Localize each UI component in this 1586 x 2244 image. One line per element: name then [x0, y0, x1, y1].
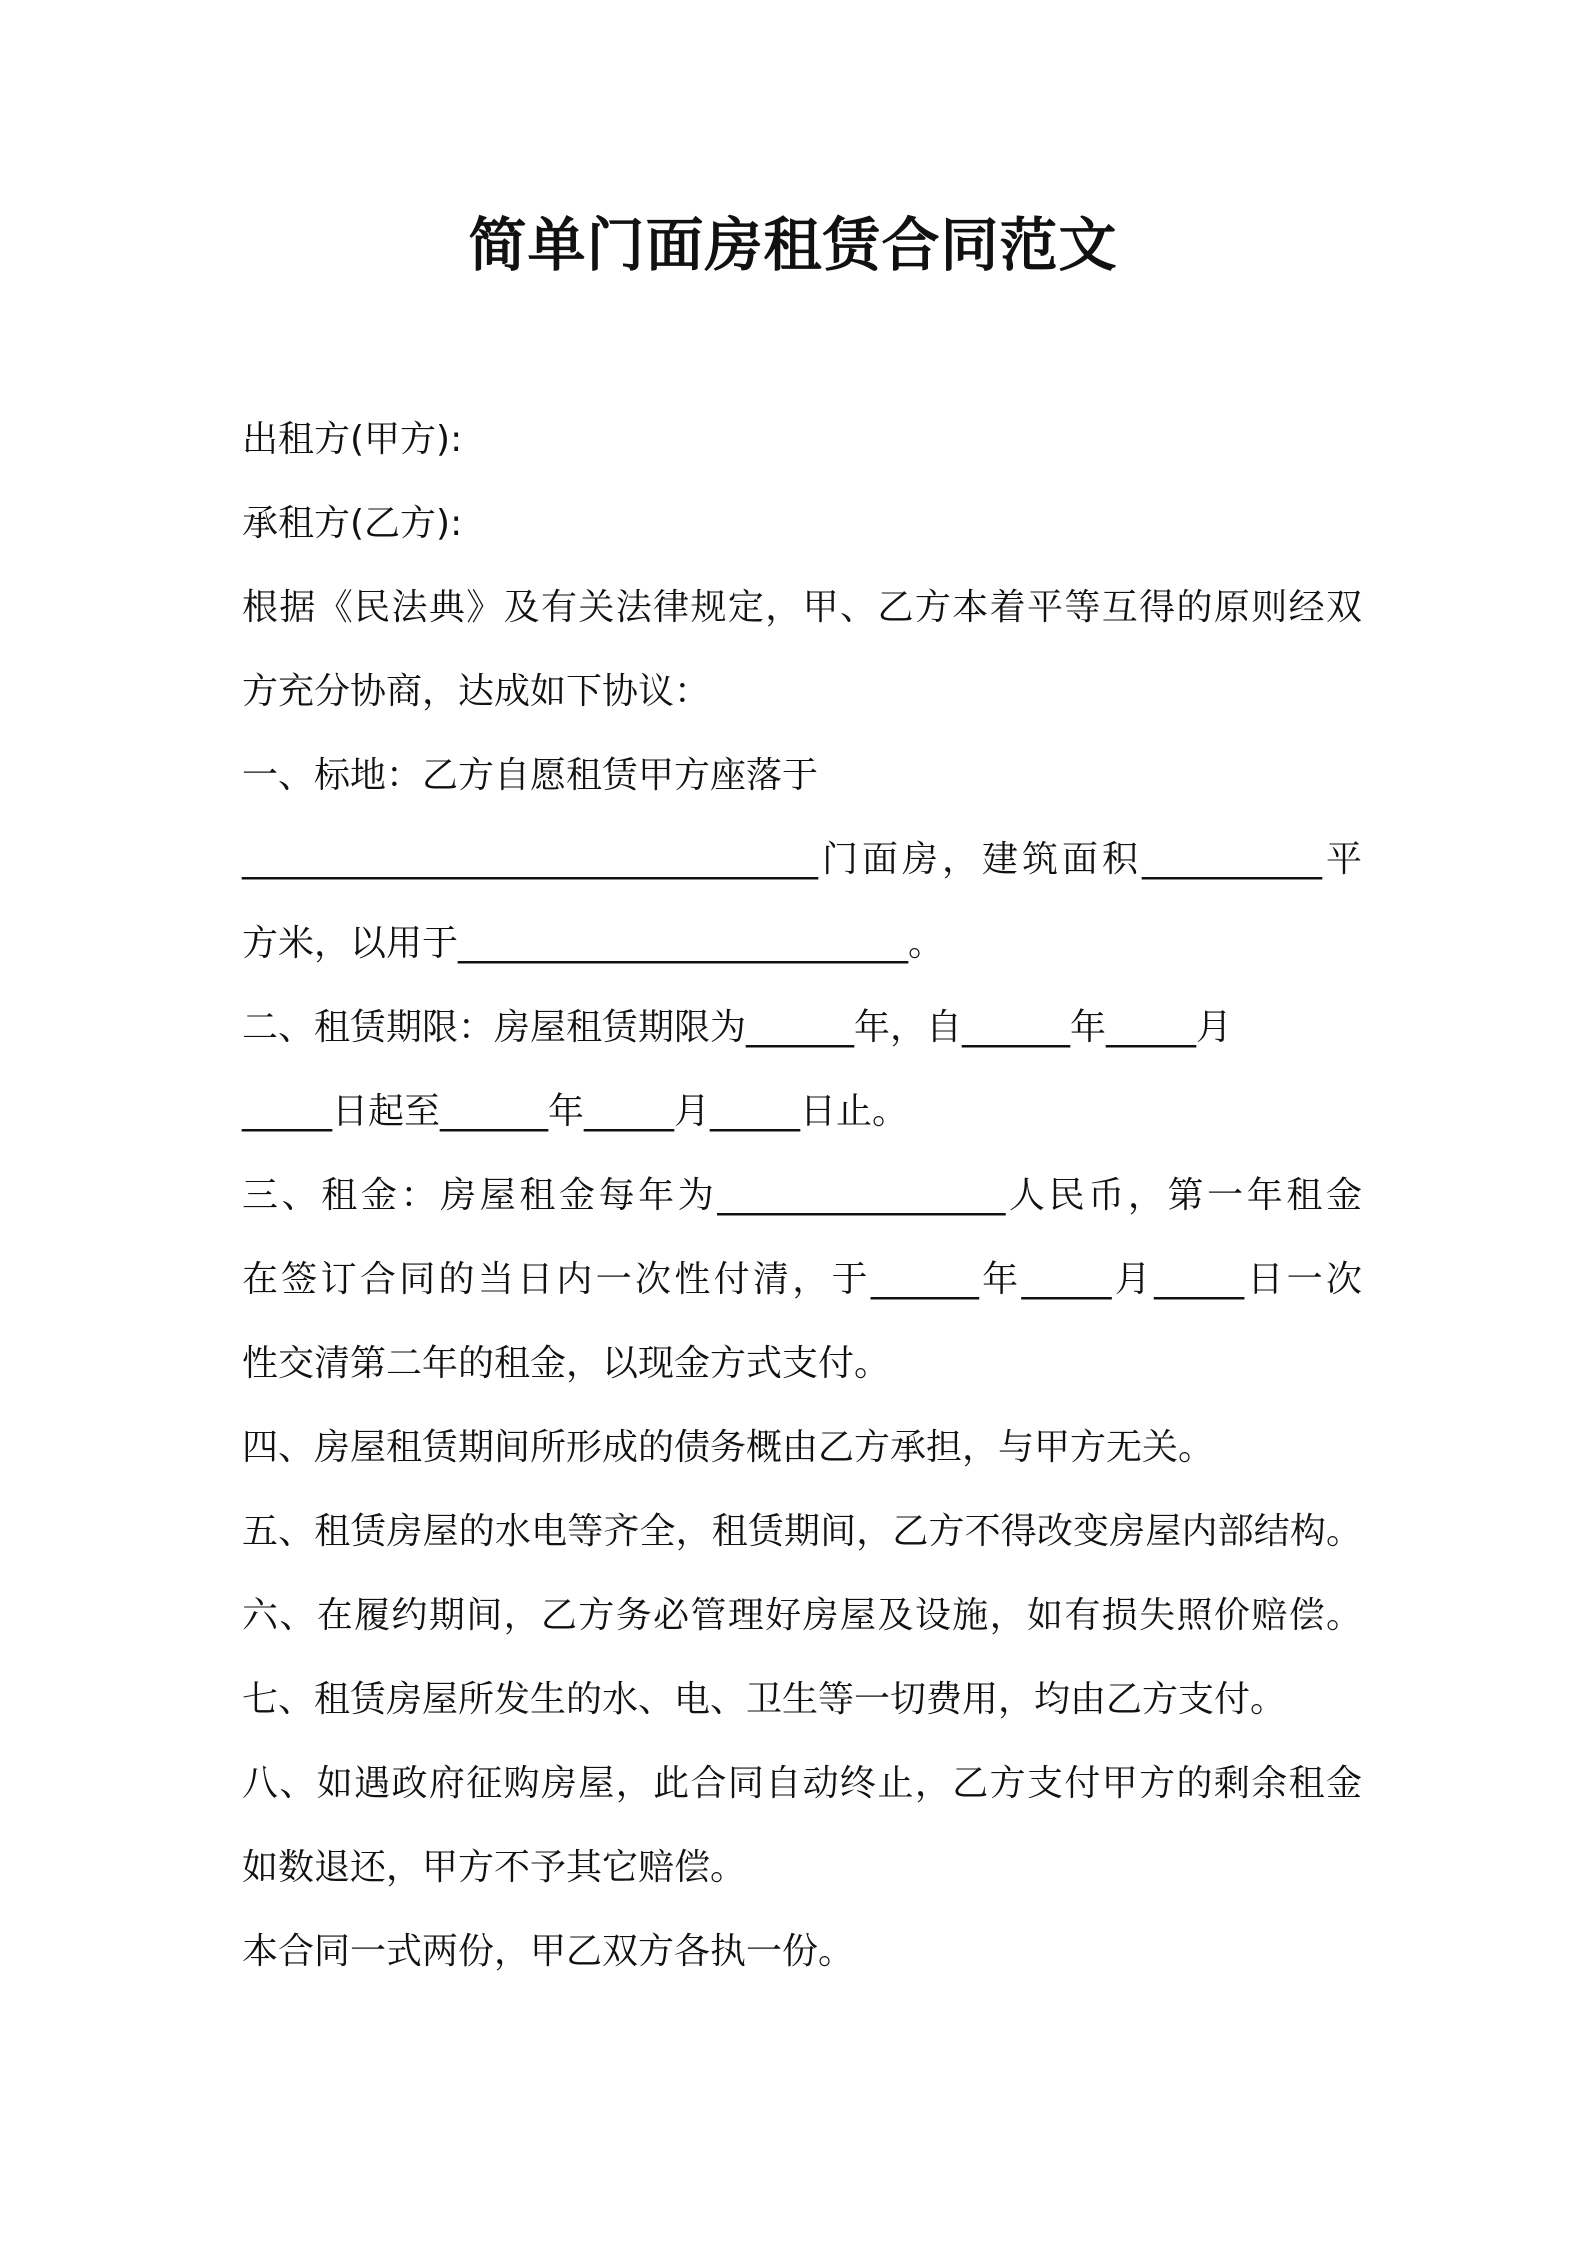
- clause-8-line-2: 如数退还，甲方不予其它赔偿。: [242, 1847, 747, 1888]
- clause-1-line-1: 一、标地：乙方自愿租赁甲方座落于: [242, 755, 819, 796]
- document-title: 简单门面房租赁合同范文: [468, 211, 1118, 279]
- preamble-line-2: 方充分协商，达成如下协议：: [242, 671, 711, 712]
- copies-line: 本合同一式两份，甲乙双方各执一份。: [242, 1931, 855, 1972]
- document-body: [242, 398, 1362, 1994]
- clause-7-line: 七、租赁房屋所发生的水、电、卫生等一切费用，均由乙方支付。: [242, 1679, 1287, 1720]
- clause-2-line-2: _____日起至______年_____月_____日止。: [242, 1091, 909, 1132]
- lessee-line: 承租方(乙方):: [242, 503, 463, 544]
- lessor-line: 出租方(甲方):: [242, 419, 463, 460]
- clause-5-line: 五、租赁房屋的水电等齐全，租赁期间，乙方不得改变房屋内部结构。: [242, 1511, 1362, 1552]
- clause-8-line-1: 八、如遇政府征购房屋，此合同自动终止，乙方支付甲方的剩余租金: [242, 1763, 1362, 1804]
- clause-3-line-3: 性交清第二年的租金，以现金方式支付。: [242, 1343, 891, 1384]
- clause-3-line-1: 三、租金：房屋租金每年为________________人民币，第一年租金: [242, 1175, 1362, 1216]
- clause-1-line-3: 方米，以用于_________________________。: [242, 923, 945, 964]
- clause-3-line-2: 在签订合同的当日内一次性付清，于______年_____月_____日一次: [242, 1259, 1362, 1300]
- preamble-line-1: 根据《民法典》及有关法律规定，甲、乙方本着平等互得的原则经双: [242, 587, 1362, 628]
- clause-2-line-1: 二、租赁期限：房屋租赁期限为______年，自______年_____月: [242, 1007, 1233, 1048]
- clause-1-line-2: ________________________________门面房，建筑面积__________平: [242, 839, 1362, 880]
- clause-6-line: 六、在履约期间，乙方务必管理好房屋及设施，如有损失照价赔偿。: [242, 1595, 1362, 1636]
- clause-4-line: 四、房屋租赁期间所形成的债务概由乙方承担，与甲方无关。: [242, 1427, 1215, 1468]
